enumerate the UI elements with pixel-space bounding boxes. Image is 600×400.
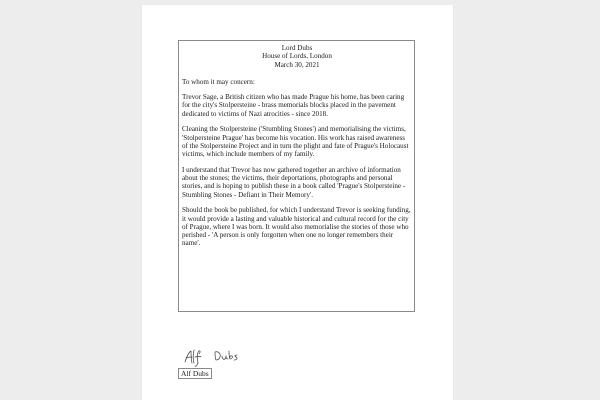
handwritten-signature xyxy=(182,346,252,368)
paragraph-2: Cleaning the Stolpersteine ('Stumbling Stones') and memorialising the victims, 'Stolpersteine Prague' has become his vocation. His work has raised awareness of the Stolpersteine Project and in turn the plight and fate of Prague's Holocaust victims, which include members of my family. xyxy=(182,125,409,158)
letter-header xyxy=(182,44,412,69)
paragraph-4: Should the book be published, for which I understand Trevor is seeking funding, it would provide a lasting and valuable historical and cultural record for the city of Prague, where I was born. It would also memorialise the stories of those who perished - 'A person is only forgotten when one no longer remembers their name'. xyxy=(182,206,411,248)
salutation: To whom it may concern: xyxy=(182,77,255,86)
paragraph-1: Trevor Sage, a British citizen who has made Prague his home, has been caring for the city's Stolpersteine - brass memorials blocks placed in the pavement dedicated to victims of Nazi atrocities - since 2018. xyxy=(182,93,405,118)
sender-name: Lord Dubs xyxy=(281,44,313,52)
document-page xyxy=(142,5,453,400)
signature-drawing xyxy=(182,346,252,368)
letter-body xyxy=(178,40,415,312)
sender-address: House of Lords, London xyxy=(262,52,332,61)
printed-name: Alf Dubs xyxy=(178,368,212,379)
paragraph-3: I understand that Trevor has now gathered together an archive of information about the stones; the victims, their deportations, photographs and personal stories, and is hoping to publish these in a book called 'Prague's Stolpersteine - Stumbling Stones - Defiant in Their Memory'. xyxy=(182,165,406,199)
letter-date: March 30, 2021 xyxy=(274,60,320,69)
